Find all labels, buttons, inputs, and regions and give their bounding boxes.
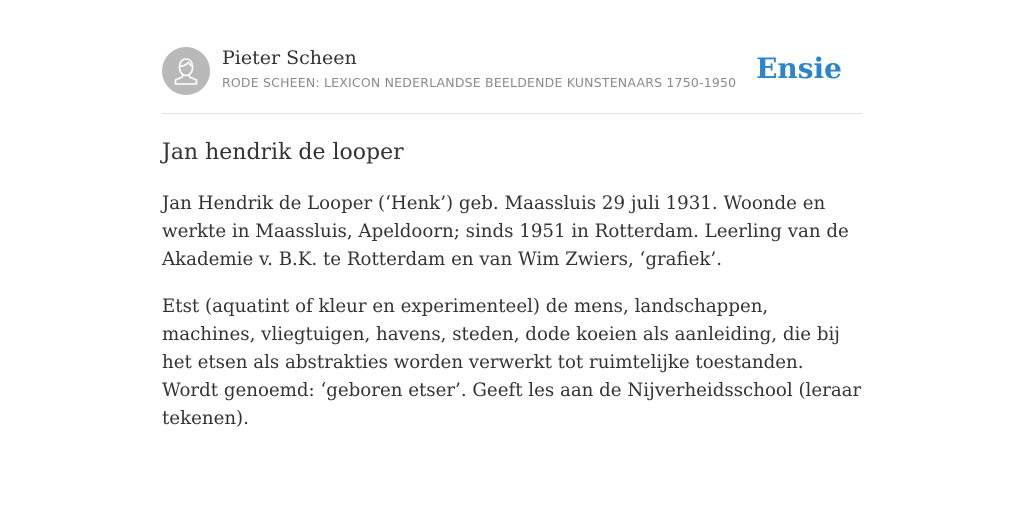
article-header <box>162 46 862 96</box>
user-icon <box>162 47 210 95</box>
author-name[interactable]: Pieter Scheen <box>222 47 357 69</box>
article-paragraph: Jan Hendrik de Looper (‘Henk’) geb. Maassluis 29 juli 1931. Woonde en werkte in Maassluis, Apeldoorn; sinds 1951 in Rotterdam. Leerling van de Akademie v. B.K. te Rotterdam en van Wim Zwiers, ‘grafiek’. <box>162 193 849 270</box>
source-lexicon[interactable]: RODE SCHEEN: LEXICON NEDERLANDSE BEELDENDE KUNSTENAARS 1750-1950 <box>222 75 737 90</box>
article-paragraph: Etst (aquatint of kleur en experimenteel) de mens, landschappen, machines, vliegtuigen, havens, steden, dode koeien als aanleiding, die bij het etsen als abstrakties worden verwerkt tot ruimtelijke toestanden. Wordt genoemd: ‘geboren etser’. Geeft les aan de Nijverheidsschool (leraar tekenen). <box>162 296 862 429</box>
author-avatar[interactable] <box>162 47 210 95</box>
article-title: Jan hendrik de looper <box>162 140 404 165</box>
article-body <box>162 190 862 452</box>
ensie-logo[interactable]: Ensie <box>756 52 842 85</box>
header-divider <box>162 113 862 114</box>
